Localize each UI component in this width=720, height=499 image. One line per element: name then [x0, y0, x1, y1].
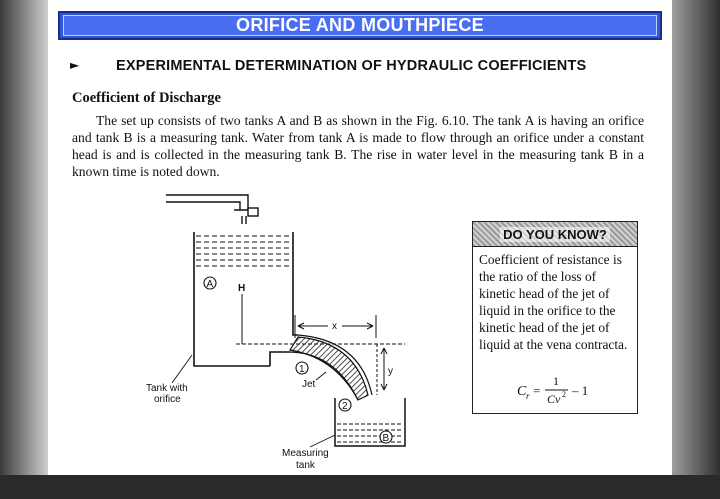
subheading: Coefficient of Discharge — [72, 90, 221, 106]
section-heading: EXPERIMENTAL DETERMINATION OF HYDRAULIC COEFFICIENTS — [116, 58, 587, 74]
label-tank-with-orifice-2: orifice — [154, 394, 181, 405]
label-measuring-tank-1: Measuring — [282, 448, 329, 459]
title-bar — [58, 11, 662, 40]
label-y: y — [388, 366, 393, 377]
tank-a — [194, 232, 298, 366]
do-you-know-text: Coefficient of resistance is the ratio of the loss of kinetic head of the jet of liquid in the orifice to the kinetic head of the jet of liquid at the vena contracta. — [479, 252, 628, 352]
right-border-strip — [672, 0, 720, 475]
bullet-arrow-icon: ► — [70, 58, 80, 72]
body-paragraph: The set up consists of two tanks A and B as shown in the Fig. 6.10. The tank A is having an orifice and tank B is a measuring tank. Water from tank A is made to flow through an orifice under a constant head is and is collected in the measuring tank B. The rise in water level in the measuring tank B in a known time is noted down. — [72, 113, 644, 179]
formula-denominator-sup: 2 — [562, 390, 566, 399]
measuring-leader — [310, 435, 335, 447]
y-dimension — [377, 344, 387, 395]
formula-equals: = — [533, 383, 541, 398]
formula-lhs: C — [517, 384, 527, 399]
head-dimension — [236, 294, 405, 344]
left-border-strip — [0, 0, 48, 475]
label-x: x — [332, 321, 337, 332]
do-you-know-header — [473, 222, 637, 247]
label-2: 2 — [342, 401, 348, 412]
label-1: 1 — [299, 364, 305, 375]
tank-b-water — [337, 424, 403, 442]
title-bar-inner — [63, 15, 657, 36]
label-measuring-tank-2: tank — [296, 460, 315, 471]
label-b: B — [382, 433, 390, 444]
label-a: A — [206, 279, 214, 290]
slide-title: ORIFICE AND MOUTHPIECE — [236, 15, 484, 35]
formula-tail: – 1 — [572, 383, 589, 398]
label-jet: Jet — [302, 379, 316, 390]
coefficient-formula — [473, 372, 636, 408]
formula-denominator: Cv — [547, 392, 561, 406]
do-you-know-title: DO YOU KNOW? — [500, 227, 610, 242]
formula-sub: r — [526, 391, 530, 401]
orifice-experiment-diagram — [130, 190, 430, 475]
supply-pipe — [166, 195, 258, 224]
label-h: H — [238, 283, 246, 294]
jet-leader — [316, 372, 326, 380]
tank-leader — [172, 355, 192, 383]
label-tank-with-orifice-1: Tank with — [146, 383, 188, 394]
do-you-know-box — [472, 221, 638, 414]
tank-a-water — [196, 236, 291, 266]
formula-numerator: 1 — [553, 374, 559, 388]
